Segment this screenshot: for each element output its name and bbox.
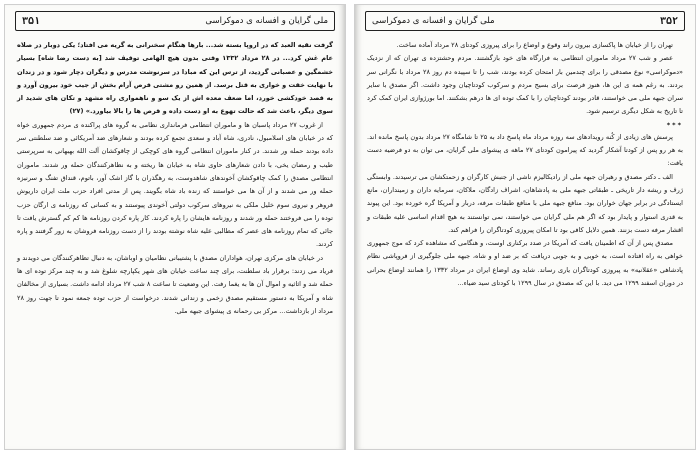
left-page-header bbox=[15, 11, 335, 31]
right-page-body bbox=[367, 39, 683, 290]
left-paragraph-2: از غروب ۲۷ مرداد پاسبان ها و ماموران انتظامی فرمانداری نظامی به گروه های پراکنده ی مردم جمهوری خواه که در خیابان های اسلامبول، نادری، شاه آباد و سعدی تجمع کرده بودند و شعارهای ضد آمریکائی و ضد سلطنتی سر داده بودند حمله ور شدند. در کنار ماموران انتظامی گروه های کوچکی از چاقوکشان آلت الله بهبهانی به سرپرستی طیب و رمضان یخی، با دادن شعارهای حاوی شاه به خیابان ها ریخته و به نظاهرکنندگان حمله ور شدند. ماموران انتظامی مصدق را کمک چاقوکشان آخوندهای شاهدوست، به رهگذران با گاز اشک آور، باتوم، قنداق تفنگ و سرنیزه حمله ور می شدند و از آن ها می خواستند که زنده باد شاه بگویند. پس از مدتی افراد حزب ملت ایران داریوش فروهر و نیروی سوم خلیل ملکی به نیروهای سرکوب دولتی آخوندی پیوستند و به کسانی که روزنامه ی ارگان حزب توده را می فروختند حمله ور شدند و روزنامه هایشان را پاره کردند. کار پاره کردن روزنامه ها کم کم گسترش یافت تا جائی که تمام روزنامه های عصر که مطالبی علیه شاه نوشته بودند را از دست روزنامه فروشان به زور گرفتند و پاره کردند. bbox=[17, 120, 333, 249]
right-page bbox=[354, 4, 696, 450]
left-paragraph-1: گرفت نقیه العبد که در اروپا بسته شد... بارها هنگام سخنرانی به گریه می افتاد؛ یکی دوبار در صلاه عام غش کرد... در ۲۸ مرداد ۱۳۳۲ وقتی بدون هیچ الهامی توقیف شد [به دست رضا شاه] بسیار خشمگین و عصبانی گردید، از ترس این که مبادا در سرنوشت مدرس و دیگران دچار شود و در زندان با نهایت خفت و خواری به قتل برسد. از همین رو مشتی قرص آرام بخش از جیب خود بیرون آورد و به قصد خودکشی خورد، اما ضعف معده اش از یک سو و ناهمواری راه مشهد و تکان های شدید از سوی دیگر، باعث شد که حالت تهوع به او دست داده و قرص ها را بالا بیاورد.» (۲۷) bbox=[17, 41, 333, 116]
right-paragraph-4: الف ـ دکتر مصدق و رهبران جبهه ملی از رادیکالیزم ناشی از جنبش کارگران و زحمتکشان می ترسیدند. وابستگی ژرف و ریشه دار تاریخی ـ طبقاتی جبهه ملی به پادشاهان، اشراف زادگان، ملاکان، سرمایه داران و زمینداران، مانع ایستادگی در برابر جهان خواران بود. منافع جبهه ملی با منافع طبقات مرفه، دربار و آمریکا گره خورده بود. این پیوند به قدری استوار و پایدار بود که اگر هم ملی گرایان می خواستند، نمی توانستند به هیچ اقدام اساسی علیه طبقات و اقشار مرفه دست بزنند. همین دلایل کافی بود تا امکان پیروزی کودتاگران را فراهم کند. bbox=[367, 172, 683, 234]
right-paragraph-2: عصر و شب ۲۷ مرداد ماموران انتظامی به فرارگاه های خود بازگشتند. مردم وحشتزده ی تهران که از نزدیک «دموکراسی» نوع مصدقی را برای چندمین بار امتحان کرده بودند، شب را تا سپیده دم روز ۲۸ مرداد با نگرانی سر بردند. به رغم همه ی این ها، هنوز فرصت برای بسیج مردم و سرکوب کودتاچیان وجود داشت. اگر مصدق با سایر سران جبهه ملی می خواستند، قادر بودند کودتاچیان را با کمک توده ای ها درهم بشکنند. اما بورژوازی ایران کمک کرد تا تاریخ به شکل دیگری ترسیم شود. bbox=[367, 54, 684, 116]
right-paragraph-1: تهران را از خیابان ها پاکسازی بیرون راند وقوع و اوضاع را برای پیروزی کودتای ۲۸ مرداد آماده ساخت. bbox=[396, 41, 673, 49]
left-running-title: ملی گرایان و افسانه ی دموکراسی bbox=[205, 16, 328, 26]
right-page-header bbox=[365, 11, 685, 31]
left-page-number: ۳۵۱ bbox=[22, 15, 41, 27]
left-paragraph-3: در خیابان های مرکزی تهران، هواداران مصدق با پشتیبانی نظامیان و اوباشان، به دنبال تظاهرکنندگان می دویدند و فریاد می زدند: برقرار باد سلطنت، برای چند ساعت خیابان های شهر یکپارچه شلوغ شد و به چند مرکز توده ای ها حمله شد و اثاثیه و اموال آن ها به یغما رفت. این وضعیت تا ساعت ۸ شب ۲۷ مرداد ادامه داشت. بسیاری از مخالفان شاه و آمریکا به دستور مستقیم مصدق زخمی و زندانی شدند. درخواست از حزب توده جمعه نمود تا جهت روز ۲۸ مرداد از بازداشت... مرکز بی رحمانه ی پیشوای جبهه ملی. bbox=[17, 253, 333, 315]
right-paragraph-5: مصدق پس از آن که اطمینان یافت که آمریکا در صدد برکناری اوست، و هنگامی که مشاهده کرد که موج جمهوری خواهی به راه افتاده است، به خوبی و به جوبی دریافت که بر ضد او و شاه، جبهه ملی جلوگیری از فروپاشی نظام پادشاهی «عقلانیه» به پیروزی کودتاگران یاری رساند. شاید وی اوضاع ایران در مرداد ۱۳۳۲ را همانند اوضاع بحرانی در دوران اسفند ۱۲۹۹ می دید. با این که مصدق در سال ۱۲۹۹ با کودتای سید ضیاء... bbox=[367, 239, 683, 288]
right-running-title: ملی گرایان و افسانه ی دموکراسی bbox=[372, 16, 495, 26]
left-page-body bbox=[17, 39, 333, 318]
left-page bbox=[4, 4, 346, 450]
right-paragraph-3: پرسش های زیادی از کُنه رویدادهای سه روزه مرداد ماه پاسخ داد به ۲۵ تا شامگاه ۲۷ مرداد بدون پاسخ مانده اند. به هر رو پس از کودتا آشکار گردید که پیرامون کودتای ۲۷ ماهه ی پیشوای ملی گرایان، می توان به دو فرضیه دست یافت: bbox=[367, 132, 683, 168]
right-page-number: ۳۵۲ bbox=[659, 15, 678, 27]
section-separator: *** bbox=[666, 120, 683, 129]
